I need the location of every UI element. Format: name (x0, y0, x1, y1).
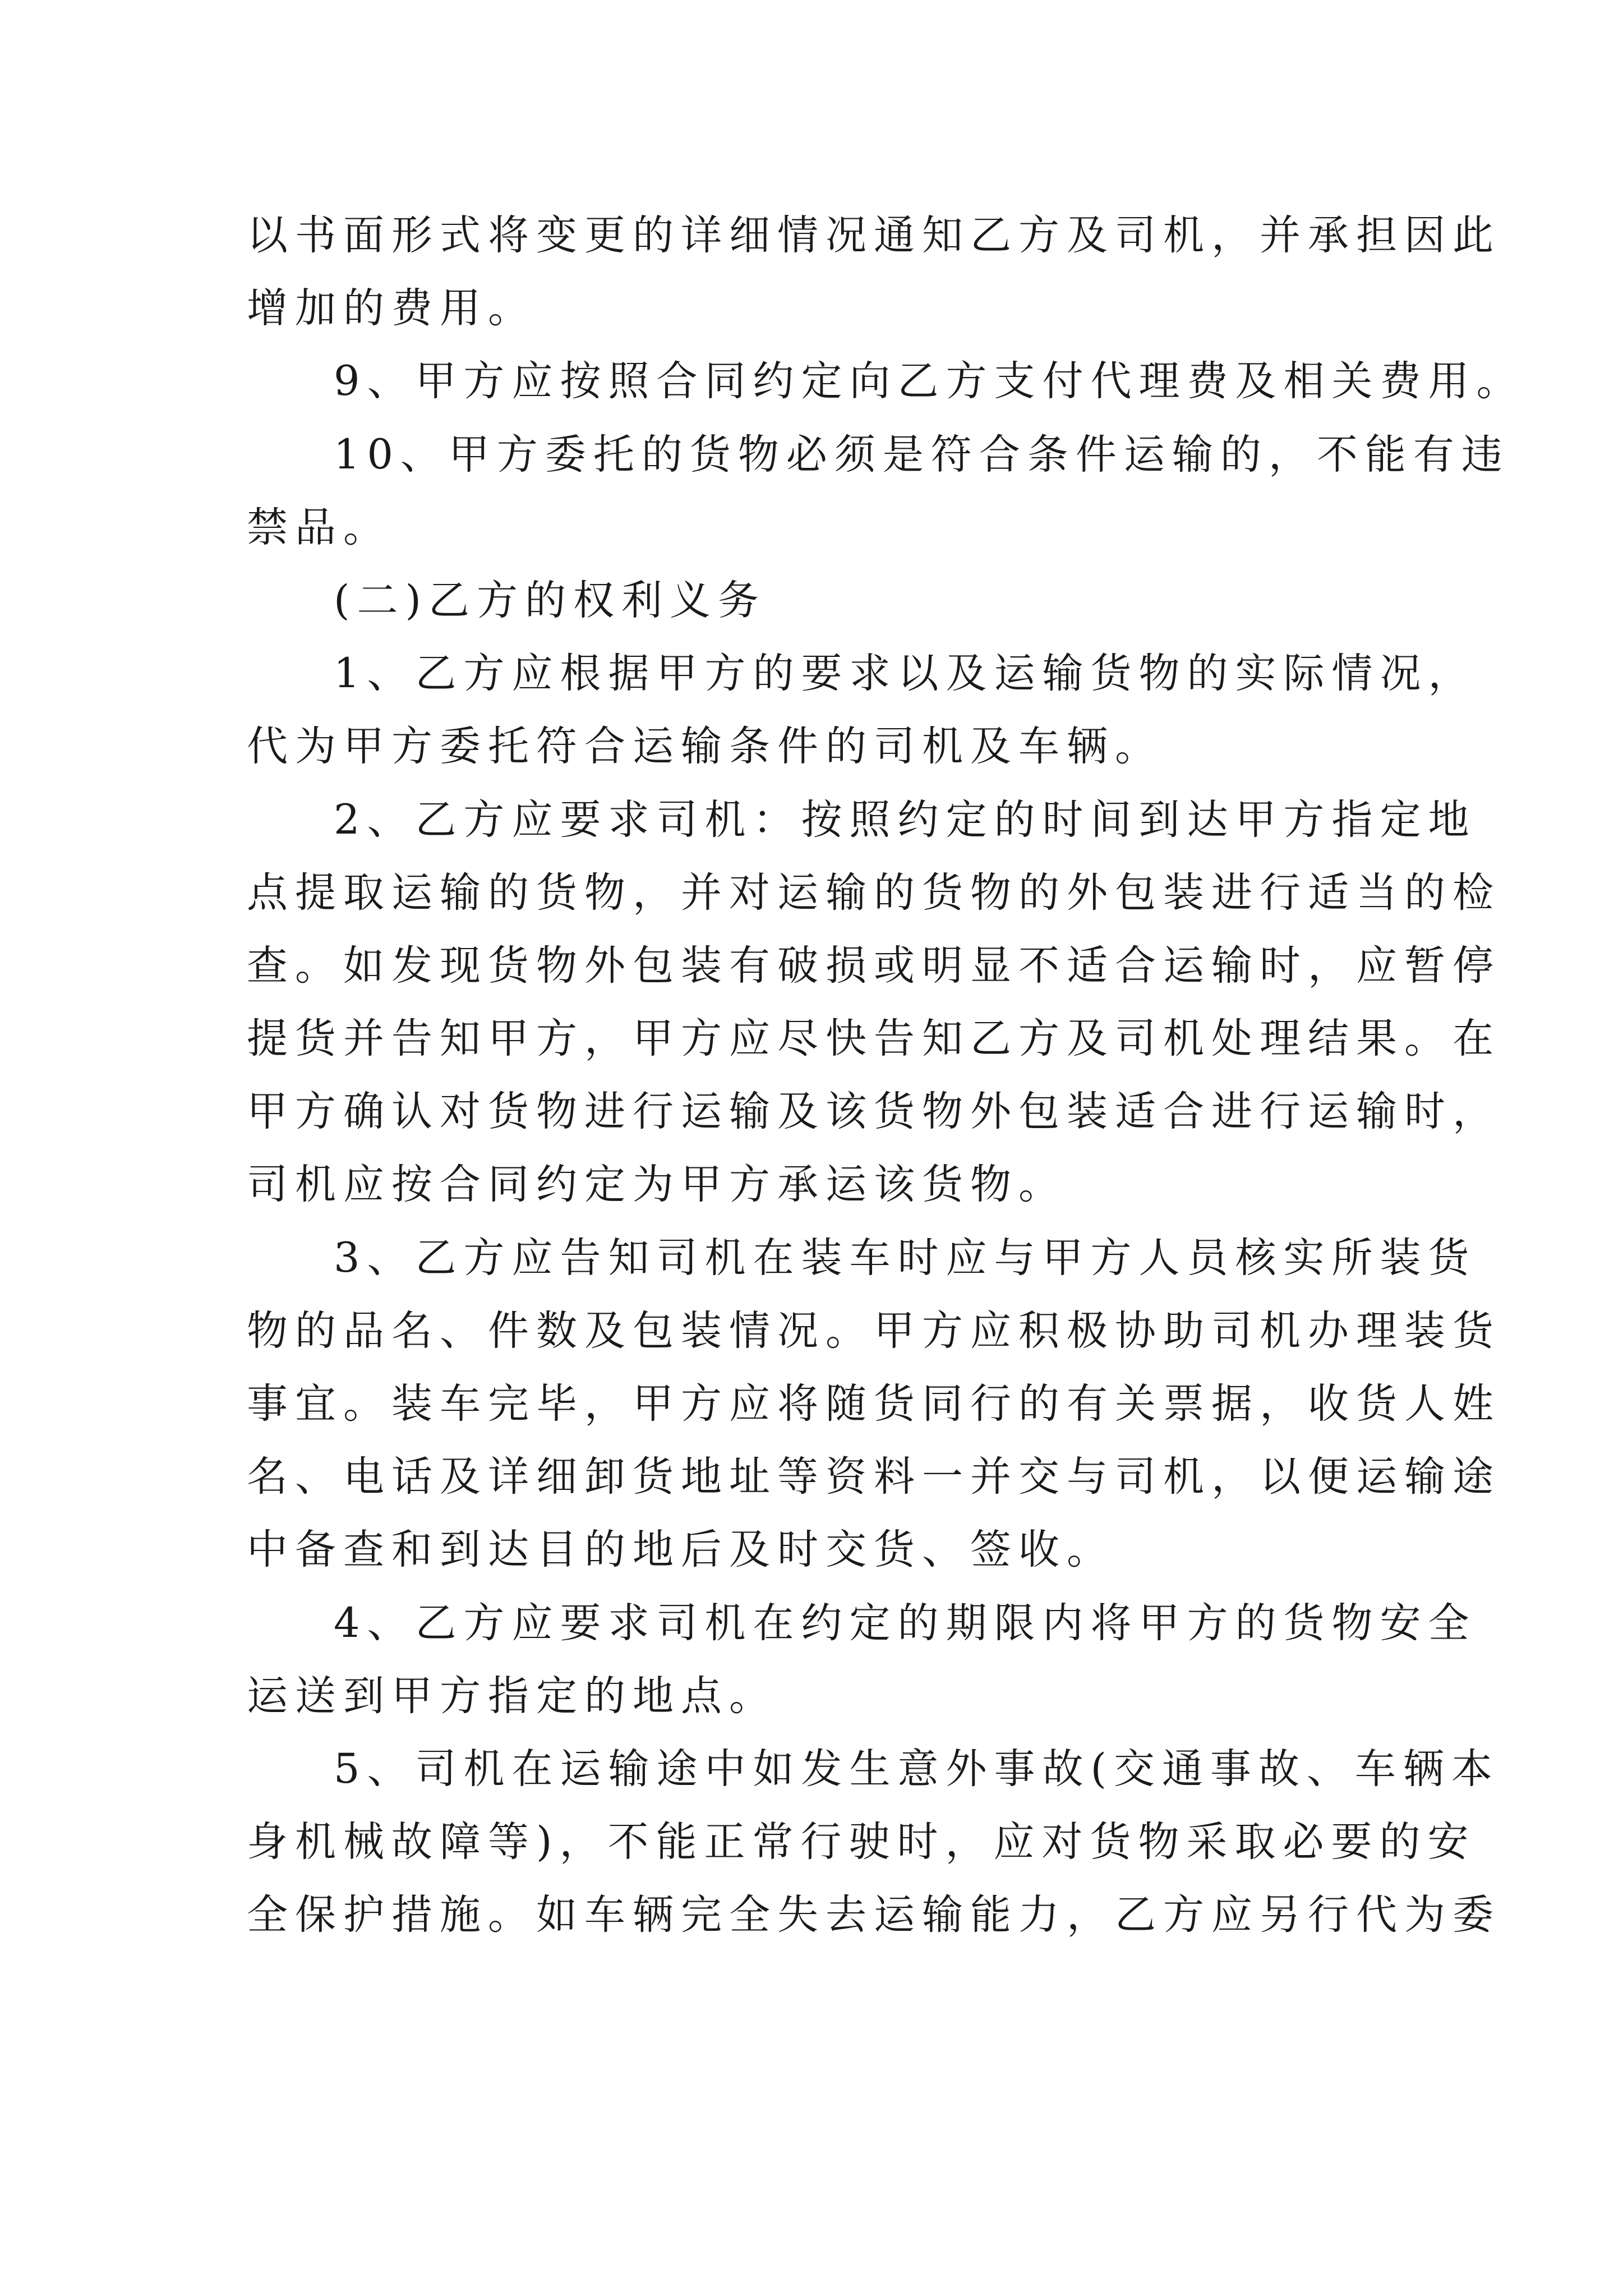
text-line: 事宜。装车完毕，甲方应将随货同行的有关票据，收货人姓 (247, 1380, 1501, 1428)
text-line: 中备查和到达目的地后及时交货、签收。 (247, 1526, 1115, 1574)
text-line: 以书面形式将变更的详细情况通知乙方及司机，并承担因此 (247, 211, 1501, 259)
text-line: 运送到甲方指定的地点。 (247, 1672, 777, 1720)
text-line: 全保护措施。如车辆完全失去运输能力，乙方应另行代为委 (247, 1891, 1501, 1939)
text-line: 3、乙方应告知司机在装车时应与甲方人员核实所装货 (334, 1234, 1477, 1282)
text-line: 9、甲方应按照合同约定向乙方支付代理费及相关费用。 (334, 357, 1525, 406)
text-line: 名、电话及详细卸货地址等资料一并交与司机，以便运输途 (247, 1453, 1501, 1501)
text-line: 5、司机在运输途中如发生意外事故(交通事故、车辆本 (334, 1745, 1500, 1793)
text-line: 点提取运输的货物，并对运输的货物的外包装进行适当的检 (247, 868, 1501, 917)
text-line: 增加的费用。 (247, 284, 536, 333)
text-line: 10、甲方委托的货物必须是符合条件运输的，不能有违 (334, 430, 1510, 478)
text-line: 禁品。 (247, 503, 391, 551)
text-line: 4、乙方应要求司机在约定的期限内将甲方的货物安全 (334, 1599, 1477, 1647)
text-line: (二)乙方的权利义务 (334, 576, 766, 624)
text-line: 2、乙方应要求司机：按照约定的时间到达甲方指定地 (334, 795, 1477, 844)
text-line: 提货并告知甲方，甲方应尽快告知乙方及司机处理结果。在 (247, 1015, 1501, 1063)
text-line: 代为甲方委托符合运输条件的司机及车辆。 (247, 723, 1163, 771)
text-line: 查。如发现货物外包装有破损或明显不适合运输时，应暂停 (247, 941, 1501, 990)
document-body (247, 199, 1525, 1952)
text-line: 1、乙方应根据甲方的要求以及运输货物的实际情况， (334, 650, 1477, 698)
text-line: 物的品名、件数及包装情况。甲方应积极协助司机办理装货 (247, 1306, 1501, 1355)
text-line: 甲方确认对货物进行运输及该货物外包装适合进行运输时， (247, 1088, 1501, 1136)
text-line: 身机械故障等)，不能正常行驶时，应对货物采取必要的安 (247, 1818, 1476, 1866)
text-line: 司机应按合同约定为甲方承运该货物。 (247, 1161, 1067, 1209)
